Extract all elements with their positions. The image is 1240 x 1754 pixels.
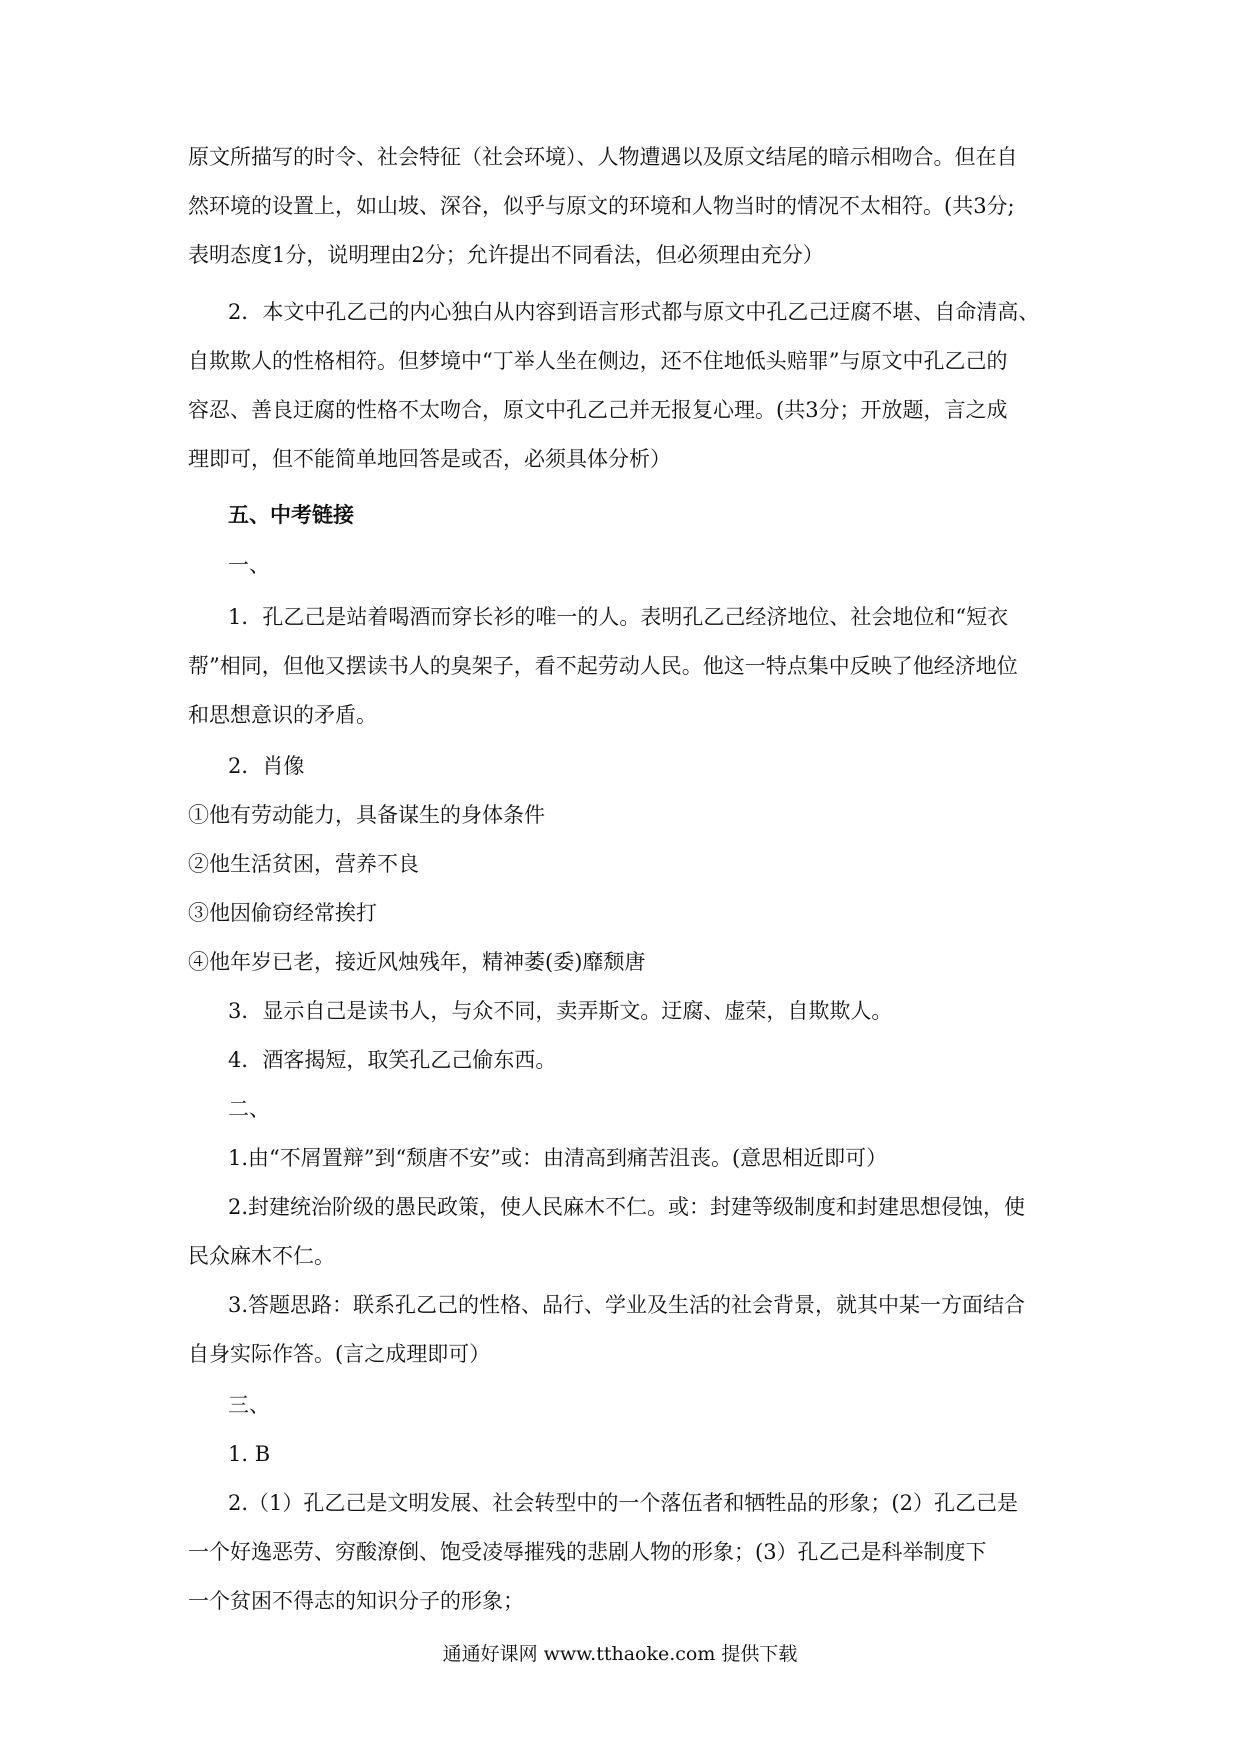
paragraph-line: 表明态度1分，说明理由2分；允许提出不同看法，但必须理由充分） — [188, 243, 824, 267]
paragraph-line: 民众麻木不仁。 — [188, 1244, 335, 1268]
paragraph-line: 1．孔乙己是站着喝酒而穿长衫的唯一的人。表明孔乙己经济地位、社会地位和“短衣 — [228, 605, 1009, 629]
paragraph-line: 一个贫困不得志的知识分子的形象； — [188, 1589, 524, 1613]
part-heading: 三、 — [228, 1393, 270, 1417]
paragraph-line: 原文所描写的时令、社会特征（社会环境）、人物遭遇以及原文结尾的暗示相吻合。但在自 — [188, 145, 1018, 169]
paragraph-line: 然环境的设置上，如山坡、深谷，似乎与原文的环境和人物当时的情况不太相符。(共3分; — [188, 194, 1015, 218]
paragraph-line: 理即可，但不能简单地回答是或否，必须具体分析） — [188, 447, 671, 471]
list-item: ③他因偷窃经常挨打 — [188, 901, 377, 925]
paragraph-line: 2.（1）孔乙己是文明发展、社会转型中的一个落伍者和牺牲品的形象；(2）孔乙己是 — [228, 1491, 1018, 1515]
paragraph-line: 2．肖像 — [228, 754, 305, 778]
paragraph-line: 3．显示自己是读书人，与众不同，卖弄斯文。迂腐、虚荣，自欺欺人。 — [228, 999, 893, 1023]
page-footer: 通通好课网 www.tthaoke.com 提供下载 — [442, 1643, 798, 1665]
section-heading: 五、中考链接 — [228, 503, 354, 527]
part-heading: 二、 — [228, 1097, 270, 1121]
list-item: ④他年岁已老，接近风烛残年，精神萎(委)靡颓唐 — [188, 950, 646, 974]
list-item: ①他有劳动能力，具备谋生的身体条件 — [188, 803, 545, 827]
part-heading: 一、 — [228, 553, 270, 577]
paragraph-line: 2．本文中孔乙己的内心独白从内容到语言形式都与原文中孔乙己迂腐不堪、自命清高、 — [228, 300, 1040, 324]
paragraph-line: 1.由“不屑置辩”到“颓唐不安”或：由清高到痛苦沮丧。(意思相近即可） — [228, 1146, 888, 1170]
paragraph-line: 2.封建统治阶级的愚民政策，使人民麻木不仁。或：封建等级制度和封建思想侵蚀，使 — [228, 1195, 1026, 1219]
paragraph-line: 自身实际作答。(言之成理即可） — [188, 1342, 491, 1366]
paragraph-line: 容忍、善良迂腐的性格不太吻合，原文中孔乙己并无报复心理。(共3分；开放题，言之成 — [188, 398, 1008, 422]
paragraph-line: 自欺欺人的性格相符。但梦境中“丁举人坐在侧边，还不住地低头赔罪”与原文中孔乙己的 — [188, 349, 1008, 373]
paragraph-line: 一个好逸恶劳、穷酸潦倒、饱受凌辱摧残的悲剧人物的形象；(3）孔乙己是科举制度下 — [188, 1540, 987, 1564]
paragraph-line: 和思想意识的矛盾。 — [188, 703, 377, 727]
paragraph-line: 4．酒客揭短，取笑孔乙己偷东西。 — [228, 1048, 557, 1072]
paragraph-line: 1. B — [228, 1442, 271, 1466]
list-item: ②他生活贫困，营养不良 — [188, 852, 419, 876]
paragraph-line: 帮”相同，但他又摆读书人的臭架子，看不起劳动人民。他这一特点集中反映了他经济地位 — [188, 654, 1018, 678]
paragraph-line: 3.答题思路：联系孔乙己的性格、品行、学业及生活的社会背景，就其中某一方面结合 — [228, 1293, 1026, 1317]
